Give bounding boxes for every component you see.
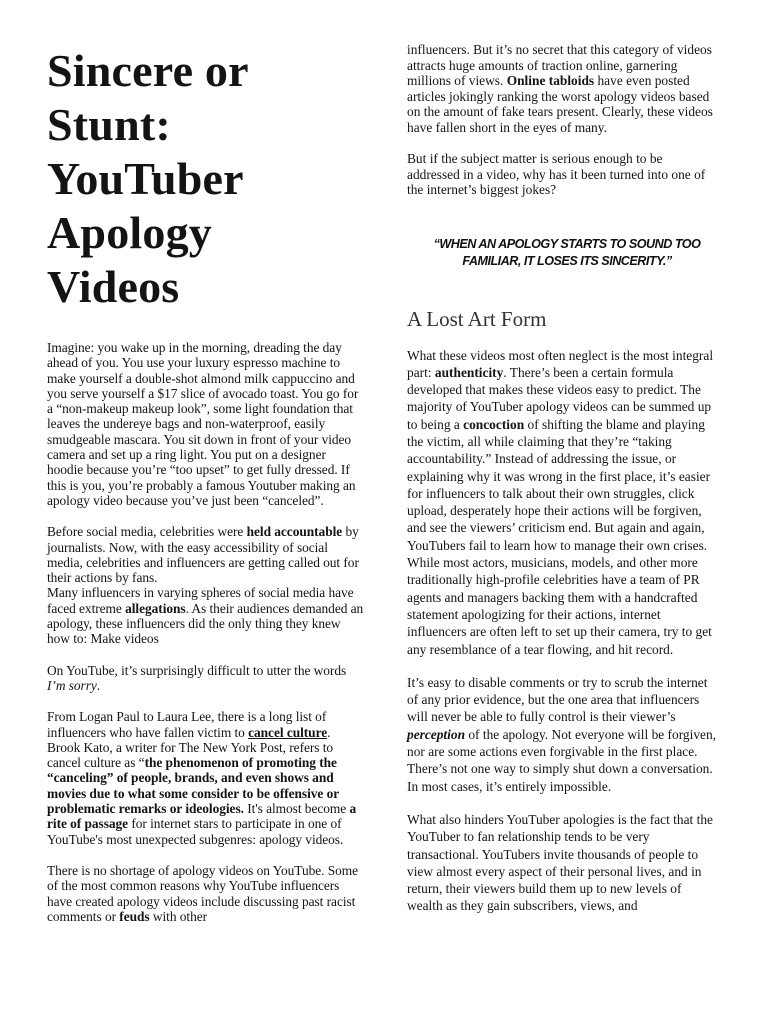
paragraph-accountability: Before social media, celebrities were held accountable by journalists. Now, with the easy accessibility of social media, celebrities and influencers are getting called out for their actions by fans.: [47, 524, 359, 586]
underlined-term: cancel culture: [248, 724, 328, 740]
left-column: [47, 44, 365, 924]
section-heading: A Lost Art Form: [407, 306, 547, 331]
title-line: Videos: [47, 261, 180, 312]
bold-term: held accountable: [246, 524, 343, 540]
title-line: Sincere or: [47, 45, 249, 96]
paragraph-transactional: What also hinders YouTuber apologies is the fact that the YouTuber to fan relationship tends to be very transactional. YouTubers invite thousands of people to view almost every aspect of their personal lives, and in return, their viewers build them up to new levels of wealth as they gain subscribers, views, and: [407, 811, 713, 914]
paragraph-perception: It’s easy to disable comments or try to scrub the internet of any prior evidence, but the one area that influencers will never be able to fully control is their viewer’s perception of the apology. Not everyone will be forgiven, nor are some actions even forgivable in the first place. There’s not one way to simply shut down a conversation. In most cases, it’s entirely impossible.: [407, 674, 717, 794]
italic-term: I’m sorry: [47, 677, 97, 693]
title-line: Stunt:: [47, 99, 171, 150]
paragraph-tabloids: influencers. But it’s no secret that this category of videos attracts huge amounts of traction online, garnering millions of views. Online tabloids have even posted articles jokingly ranking the worst apology videos based on the amount of fake tears present. Clearly, these videos have fallen short in the eyes of many.: [407, 42, 713, 135]
bold-term: authenticity: [434, 364, 504, 380]
paragraph-authenticity: What these videos most often neglect is the most integral part: authenticity. There’s been a certain formula developed that makes these videos easy to predict. The majority of YouTuber apology videos can be summed up to being a concoction of shifting the blame and playing the victim, all while claiming that they’re “taking accountability.” Instead of addressing the issue, or explaining why it was wrong in the first place, it’s easier for influencers to talk about their own struggles, click upload, desperately hope their actions will be forgiven, and see the viewers’ criticism end. But again and again, YouTubers fail to learn how to manage their own crises. While most actors, musicians, models, and other more traditionally high-profile celebrities have a team of PR agents and managers backing them with a handcrafted statement apologizing for their actions, internet influencers are often left to set up their camera, try to get any resemblance of a tear flowing, and hit record.: [407, 347, 714, 657]
bold-term: allegations: [125, 600, 186, 616]
pull-quote: “WHEN AN APOLOGY STARTS TO SOUND TOO FAMILIAR, IT LOSES ITS SINCERITY.”: [433, 236, 701, 268]
bold-term: concoction: [463, 416, 525, 432]
right-column: [407, 42, 717, 915]
intro-paragraph: Imagine: you wake up in the morning, dreading the day ahead of you. You use your luxury espresso machine to make yourself a double-shot almond milk cappuccino and you serve yourself a $17 slice of avocado toast. You go for a “non-makeup makeup look”, some light foundation that leaves the undereye bags and non-waterproof, easily smudgeable mascara. You sit down in front of your video camera and set up a ring light. You put on a designer hoodie because you’re “too upset” to get fully dressed. If this is you, you’re probably a famous Youtuber making an apology video because you’ve just been “canceled”.: [47, 340, 359, 508]
bold-term: feuds: [119, 908, 150, 924]
bold-quote: the phenomenon of promoting the “canceling” of people, brands, and even shows and movies due to what some consider to be offensive or problematic remarks or ideologies.: [47, 755, 339, 817]
bold-term: Online tabloids: [506, 73, 595, 88]
paragraph-cancel-culture: From Logan Paul to Laura Lee, there is a long list of influencers who have fallen victim to cancel culture. Brook Kato, a writer for The New York Post, refers to cancel culture as “the phenomenon of promoting the “canceling” of people, brands, and even shows and movies due to what some consider to be offensive or problematic remarks or ideologies. It's almost become a rite of passage for internet stars to participate in one of YouTube's most unexpected subgenres: apology videos.: [47, 709, 357, 847]
bold-term: a rite of passage: [47, 801, 357, 832]
paragraph-allegations: Many influencers in varying spheres of social media have faced extreme allegations. As their audiences demanded an apology, these influencers did the only thing they knew how to: Make videos: [47, 585, 364, 647]
bold-italic-term: perception: [407, 726, 466, 742]
paragraph-question: But if the subject matter is serious enough to be addressed in a video, why has it been turned into one of the internet’s biggest jokes?: [407, 151, 706, 197]
title-line: Apology: [47, 207, 212, 258]
paragraph-shortage: There is no shortage of apology videos on YouTube. Some of the most common reasons why YouTube influencers have created apology videos include discussing past racist comments or feuds with other: [47, 862, 359, 924]
article-title: [47, 44, 365, 314]
title-line: YouTuber: [47, 153, 244, 204]
paragraph-sorry: On YouTube, it’s surprisingly difficult to utter the words I’m sorry.: [47, 662, 347, 693]
